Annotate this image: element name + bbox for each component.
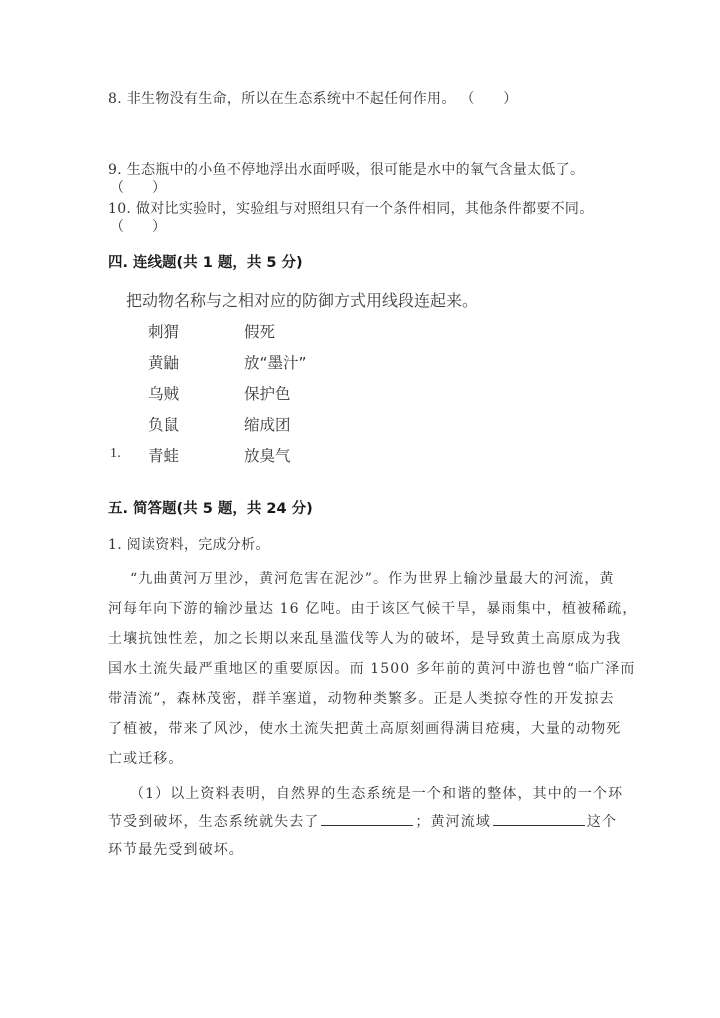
defense-item[interactable]: 放臭气 bbox=[244, 447, 291, 465]
passage-line: 土壤抗蚀性差，加之长期以来乱垦滥伐等人为的破坏，是导致黄土高原成为我 bbox=[108, 631, 622, 647]
defense-item[interactable]: 保护色 bbox=[244, 385, 291, 403]
sub-question-line: （1）以上资料表明，自然界的生态系统是一个和谐的整体，其中的一个环 bbox=[130, 786, 624, 802]
passage-line: 亡或迁移。 bbox=[108, 751, 184, 767]
animal-item[interactable]: 刺猬 bbox=[148, 323, 180, 341]
item-text: 生态瓶中的小鱼不停地浮出水面呼吸，很可能是水中的氧气含量太低了。 bbox=[126, 162, 585, 178]
item-text: 非生物没有生命，所以在生态系统中不起任何作用。 bbox=[126, 91, 456, 107]
judgement-item-9 bbox=[108, 159, 584, 179]
item-number: 8. bbox=[108, 91, 122, 107]
answer-paren[interactable]: （ ） bbox=[110, 180, 166, 196]
passage-line: 河每年向下游的输沙量达 16 亿吨。由于该区气候干旱，暴雨集中，植被稀疏， bbox=[108, 601, 638, 617]
animal-item[interactable]: 乌贼 bbox=[148, 385, 180, 403]
answer-blank-2[interactable] bbox=[493, 811, 585, 826]
sub-question-text: 这个 bbox=[586, 814, 618, 830]
passage-line: 带清流”，森林茂密，群羊塞道，动物种类繁多。正是人类掠夺性的开发掠去 bbox=[108, 691, 615, 707]
judgement-item-8 bbox=[108, 88, 518, 108]
question-number: 1. bbox=[110, 446, 122, 461]
defense-item[interactable]: 放“墨汁” bbox=[244, 354, 307, 372]
answer-blank-1[interactable] bbox=[321, 811, 413, 826]
section-title: 四. 连线题(共 1 题，共 5 分) bbox=[108, 255, 303, 271]
animal-item[interactable]: 青蛙 bbox=[148, 447, 180, 465]
judgement-item-10 bbox=[108, 198, 594, 218]
animal-item[interactable]: 负鼠 bbox=[148, 416, 180, 434]
animal-item[interactable]: 黄鼬 bbox=[148, 354, 180, 372]
answer-paren[interactable]: （ ） bbox=[460, 91, 518, 107]
defense-item[interactable]: 假死 bbox=[244, 323, 276, 341]
section-title: 五. 简答题(共 5 题，共 24 分) bbox=[108, 501, 313, 517]
sub-question-text: ；黄河流域 bbox=[415, 814, 491, 830]
sub-question-line: 环节最先受到破坏。 bbox=[108, 842, 244, 858]
sub-question-line bbox=[108, 811, 617, 831]
passage-line: “九曲黄河万里沙，黄河危害在泥沙”。作为世界上输沙量最大的河流，黄 bbox=[130, 571, 615, 587]
item-number: 10. bbox=[108, 201, 132, 217]
passage-line: 国水土流失最严重地区的重要原因。而 1500 多年前的黄河中游也曾“临广泽而 bbox=[108, 661, 636, 677]
answer-paren[interactable]: （ ） bbox=[110, 219, 166, 235]
item-number: 9. bbox=[108, 162, 122, 178]
passage-line: 了植被，带来了风沙，使水土流失把黄土高原刻画得满目疮痍，大量的动物死 bbox=[108, 721, 622, 737]
matching-instruction: 把动物名称与之相对应的防御方式用线段连起来。 bbox=[126, 291, 479, 310]
sub-question-text: 节受到破坏，生态系统就失去了 bbox=[108, 814, 320, 830]
question-label: 1. 阅读资料，完成分析。 bbox=[108, 537, 270, 553]
defense-item[interactable]: 缩成团 bbox=[244, 416, 291, 434]
item-text: 做对比实验时，实验组与对照组只有一个条件相同，其他条件都要不同。 bbox=[135, 201, 594, 217]
